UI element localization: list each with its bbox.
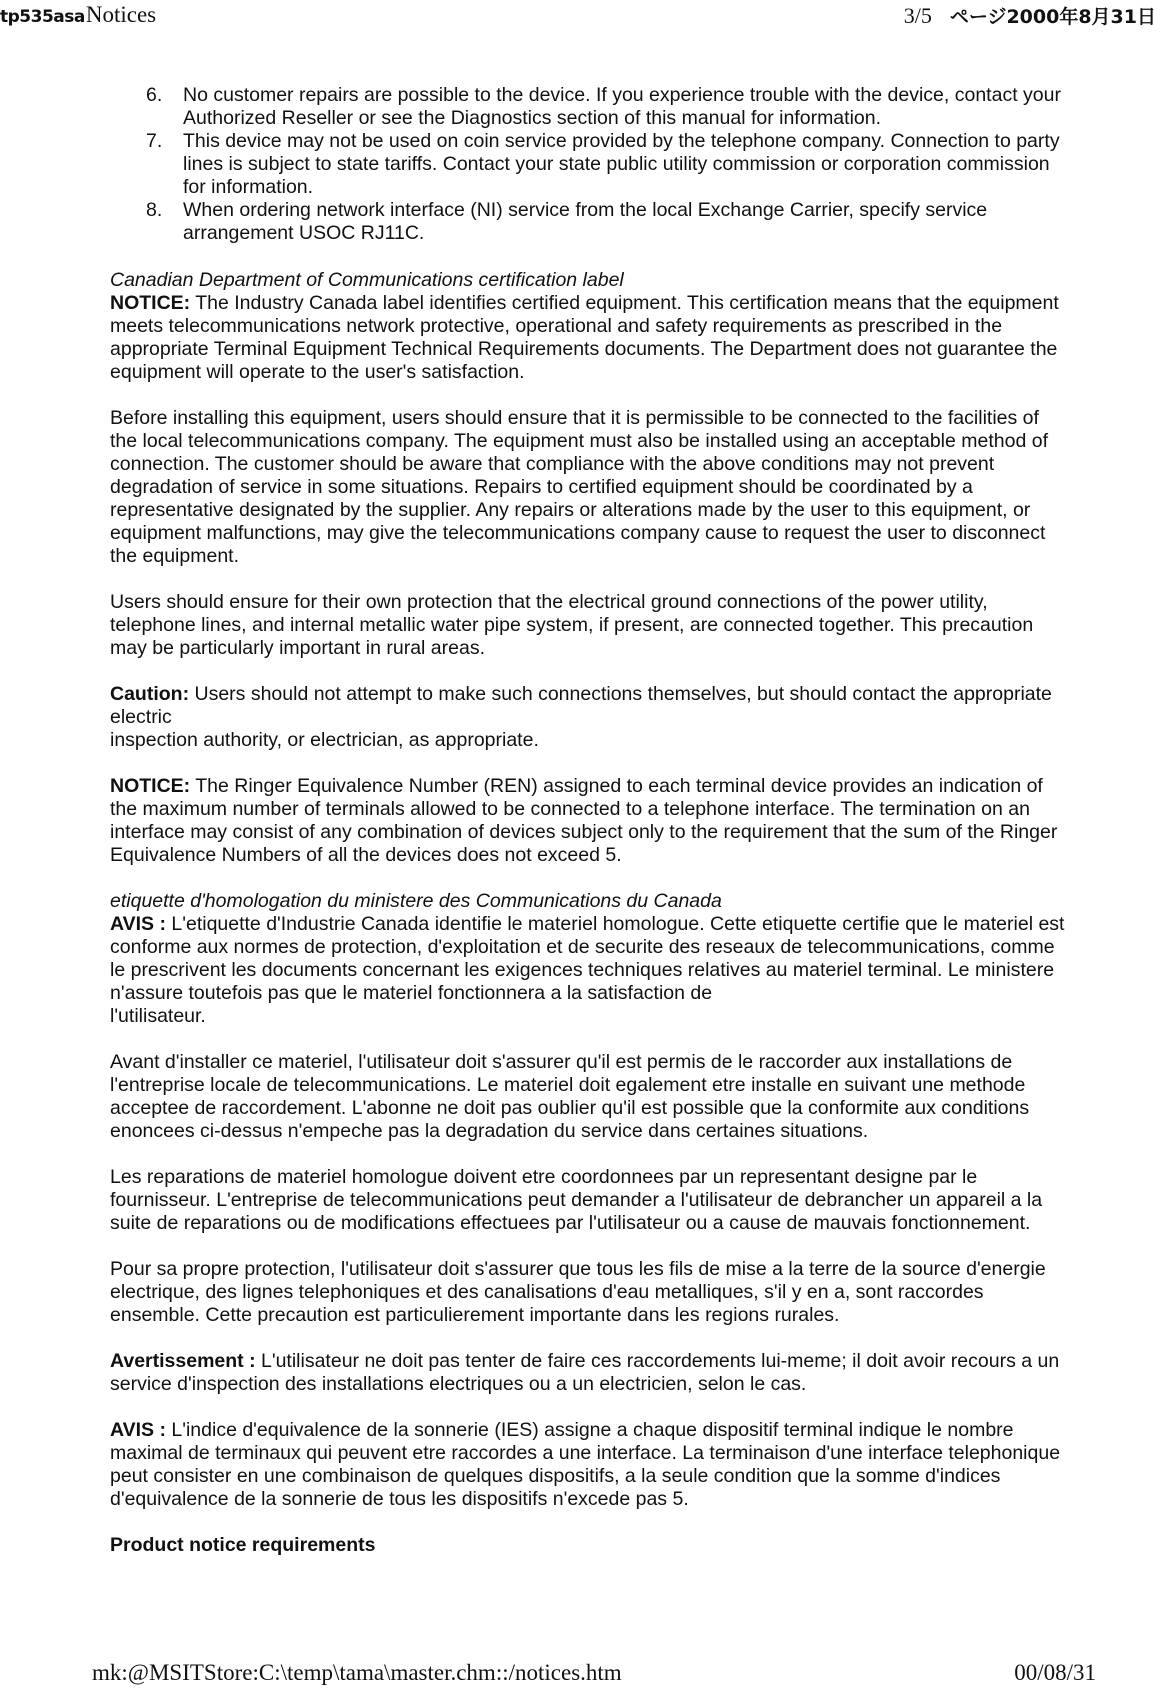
notice-text: The Ringer Equivalence Number (REN) assigned to each terminal device provides an indication of the maximum number of terminals allowed to be connected to a telephone interface. The termination on an interface may consist of any combination of devices subject only to the requirement that the sum of the Ringer Equivalence Numbers of all the devices does not exceed 5. [110, 775, 1058, 866]
page-header-left [0, 2, 156, 28]
caution-notice [110, 683, 1070, 752]
document-body [110, 84, 1070, 1580]
notice-label: NOTICE: [110, 775, 191, 797]
list-item [110, 130, 1070, 199]
print-date: ページ2000年8月31日 [949, 6, 1156, 28]
page-header-right [904, 2, 1156, 29]
notice-text: The Industry Canada label identifies certified equipment. This certification means that the equipment meets telecommunications network protective, operational and safety requirements as prescribed in the appropriate Terminal Equipment Technical Requirements documents. The Department does not guarantee the equipment will operate to the user's satisfaction. [110, 292, 1059, 383]
warning-text: L'utilisateur ne doit pas tenter de faire ces raccordements lui-meme; il doit avoir recours a un service d'inspection des installations electriques ou a un electricien, selon le cas. [110, 1350, 1060, 1395]
page-title: Notices [85, 2, 157, 27]
section-heading-product-notice: Product notice requirements [110, 1534, 376, 1556]
notice-ren [110, 775, 1070, 867]
notice-label: NOTICE: [110, 292, 191, 314]
avis-label: AVIS : [110, 913, 166, 935]
caution-text: Users should not attempt to make such connections themselves, but should contact the appropriate electric [110, 683, 1052, 728]
warning-label: Avertissement : [110, 1350, 256, 1372]
avis-text: L'indice d'equivalence de la sonnerie (IES) assigne a chaque dispositif terminal indique le nombre maximal de terminaux qui peuvent etre raccordes a une interface. La terminaison d'une interface telephonique peut consister en une combinaison de quelques dispositifs, a la seule condition que la somme d'indices d'equivalence de la sonnerie de tous les dispositifs n'excede pas 5. [110, 1419, 1061, 1510]
list-text: No customer repairs are possible to the device. If you experience trouble with the device, contact your Authorized Reseller or see the Diagnostics section of this manual for information. [183, 84, 1061, 129]
doc-code: tp535asa [0, 7, 85, 27]
footer-url: mk:@MSITStore:C:\temp\tama\master.chm::/notices.htm [92, 1660, 622, 1685]
list-item [110, 199, 1070, 245]
section-heading-french: etiquette d'homologation du ministere des Communications du Canada [110, 890, 722, 912]
footer-date: 00/08/31 [1014, 1660, 1096, 1685]
avis-certification [110, 913, 1070, 1028]
list-number: 8. [146, 199, 163, 221]
warning-notice-fr [110, 1350, 1070, 1396]
caution-text-cont: inspection authority, or electrician, as appropriate. [110, 729, 539, 751]
page-indicator: 3/5 [903, 3, 932, 28]
list-number: 6. [146, 84, 163, 106]
numbered-list [110, 84, 1070, 245]
list-text: This device may not be used on coin service provided by the telephone company. Connection to party lines is subject to state tariffs. Contact your state public utility commission or corporation commission for information. [183, 130, 1060, 198]
list-text: When ordering network interface (NI) service from the local Exchange Carrier, specify service arrangement USOC RJ11C. [183, 199, 988, 244]
list-number: 7. [146, 130, 163, 152]
paragraph-ground-fr: Pour sa propre protection, l'utilisateur doit s'assurer que tous les fils de mise a la terre de la source d'energie electrique, des lignes telephoniques et des canalisations d'eau metalliques, s'il y en a, sont raccordes ensemble. Cette precaution est particulierement importante dans les regions rurales. [110, 1258, 1046, 1326]
avis-text: L'etiquette d'Industrie Canada identifie le materiel homologue. Cette etiquette certifie que le materiel est conforme aux normes de protection, d'exploitation et de securite des reseaux de telecommunications, comme le prescrivent les documents concernant les exigences techniques relatives au materiel terminal. Le ministere n'assure toutefois pas que le materiel fonctionnera a la satisfaction de [110, 913, 1065, 1004]
list-item [110, 84, 1070, 130]
notice-certification [110, 292, 1070, 384]
paragraph-installation-fr: Avant d'installer ce materiel, l'utilisateur doit s'assurer qu'il est permis de le raccorder aux installations de l'entreprise locale de telecommunications. Le materiel doit egalement etre installe en suivant une methode acceptee de raccordement. L'abonne ne doit pas oublier qu'il est possible que la conformite aux conditions enoncees ci-dessus n'empeche pas la degradation du service dans certaines situations. [110, 1051, 1030, 1142]
caution-label: Caution: [110, 683, 190, 705]
paragraph-ground: Users should ensure for their own protection that the electrical ground connections of the power utility, telephone lines, and internal metallic water pipe system, if present, are connected together. This precaution may be particularly important in rural areas. [110, 591, 1034, 659]
paragraph-repairs-fr: Les reparations de materiel homologue doivent etre coordonnees par un representant designe par le fournisseur. L'entreprise de telecommunications peut demander a l'utilisateur de debrancher un appareil a la suite de reparations ou de modifications effectuees par l'utilisateur ou a cause de mauvais fonctionnement. [110, 1166, 1043, 1234]
avis-label: AVIS : [110, 1419, 166, 1441]
avis-ies [110, 1419, 1070, 1511]
paragraph-installation: Before installing this equipment, users should ensure that it is permissible to be connected to the facilities of the local telecommunications company. The equipment must also be installed using an acceptable method of connection. The customer should be aware that compliance with the above conditions may not prevent degradation of service in some situations. Repairs to certified equipment should be coordinated by a representative designated by the supplier. Any repairs or alterations made by the user to this equipment, or equipment malfunctions, may give the telecommunications company cause to request the user to disconnect the equipment. [110, 407, 1048, 567]
avis-text-cont: l'utilisateur. [110, 1005, 206, 1027]
section-heading-english: Canadian Department of Communications certification label [110, 269, 624, 291]
